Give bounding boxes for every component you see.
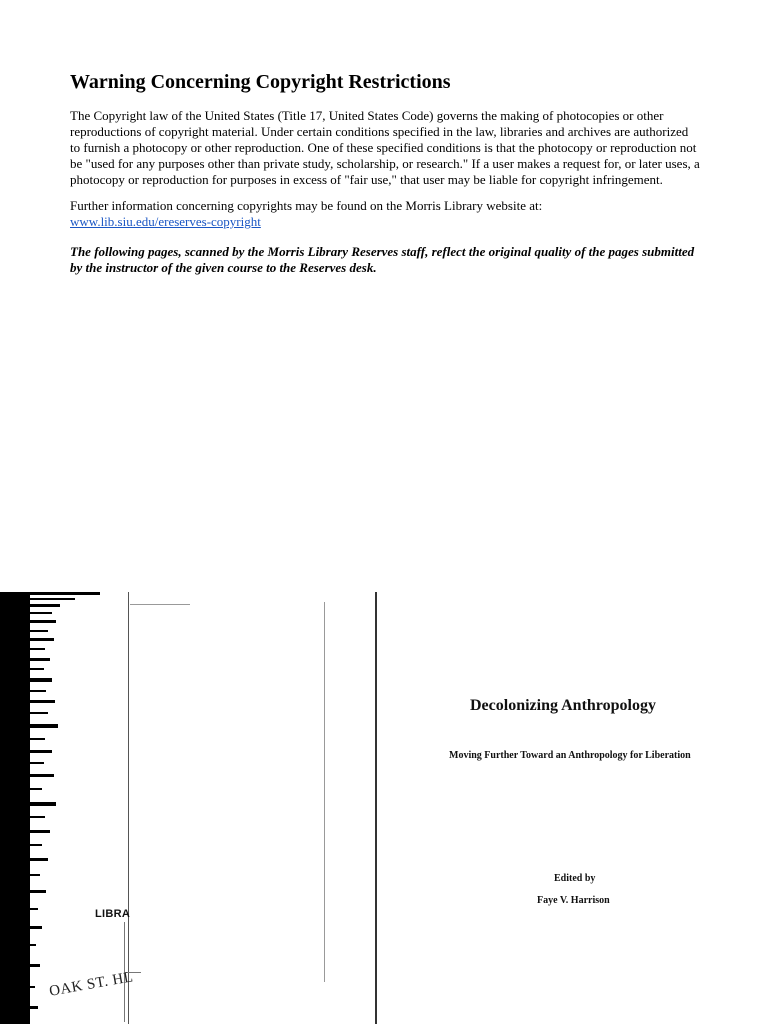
page-top-line bbox=[130, 604, 190, 605]
scan-dark-edge bbox=[0, 592, 110, 1024]
page-border-line bbox=[375, 592, 377, 1024]
notice-info-paragraph bbox=[70, 198, 700, 230]
scan-quality-note: The following pages, scanned by the Morris Library Reserves staff, reflect the original quality of the pages submitted by the instructor of the given course to the Reserves desk. bbox=[70, 244, 695, 275]
oak-street-stamp: OAK ST. HL bbox=[48, 969, 135, 1000]
copyright-notice bbox=[70, 70, 700, 286]
page-border-line bbox=[324, 602, 325, 982]
copyright-link[interactable]: www.lib.siu.edu/ereserves-copyright bbox=[70, 214, 261, 229]
page-border-line bbox=[128, 592, 129, 1024]
edited-by-label: Edited by bbox=[554, 873, 596, 884]
notice-title: Warning Concerning Copyright Restrictions bbox=[70, 71, 451, 93]
notice-info-text: Further information concerning copyrights may be found on the Morris Library website at: bbox=[70, 198, 543, 213]
book-title: Decolonizing Anthropology bbox=[470, 697, 656, 714]
library-stamp: LIBRA bbox=[95, 908, 131, 920]
book-subtitle: Moving Further Toward an Anthropology for Liberation bbox=[449, 750, 691, 761]
scanned-page bbox=[0, 592, 768, 1024]
notice-paragraph: The Copyright law of the United States (Title 17, United States Code) governs the making of photocopies or other reproductions of copyright material. Under certain conditions specified in the law, libraries and archives are authorized to furnish a photocopy or other reproduction. One of these specified conditions is that the photocopy or reproduction not be "used for any purposes other than private study, scholarship, or research." If a user makes a request for, or later uses, a photocopy or reproduction for purposes in excess of "fair use," that user may be liable for copyright infringement. bbox=[70, 108, 700, 187]
editor-name: Faye V. Harrison bbox=[537, 895, 610, 906]
